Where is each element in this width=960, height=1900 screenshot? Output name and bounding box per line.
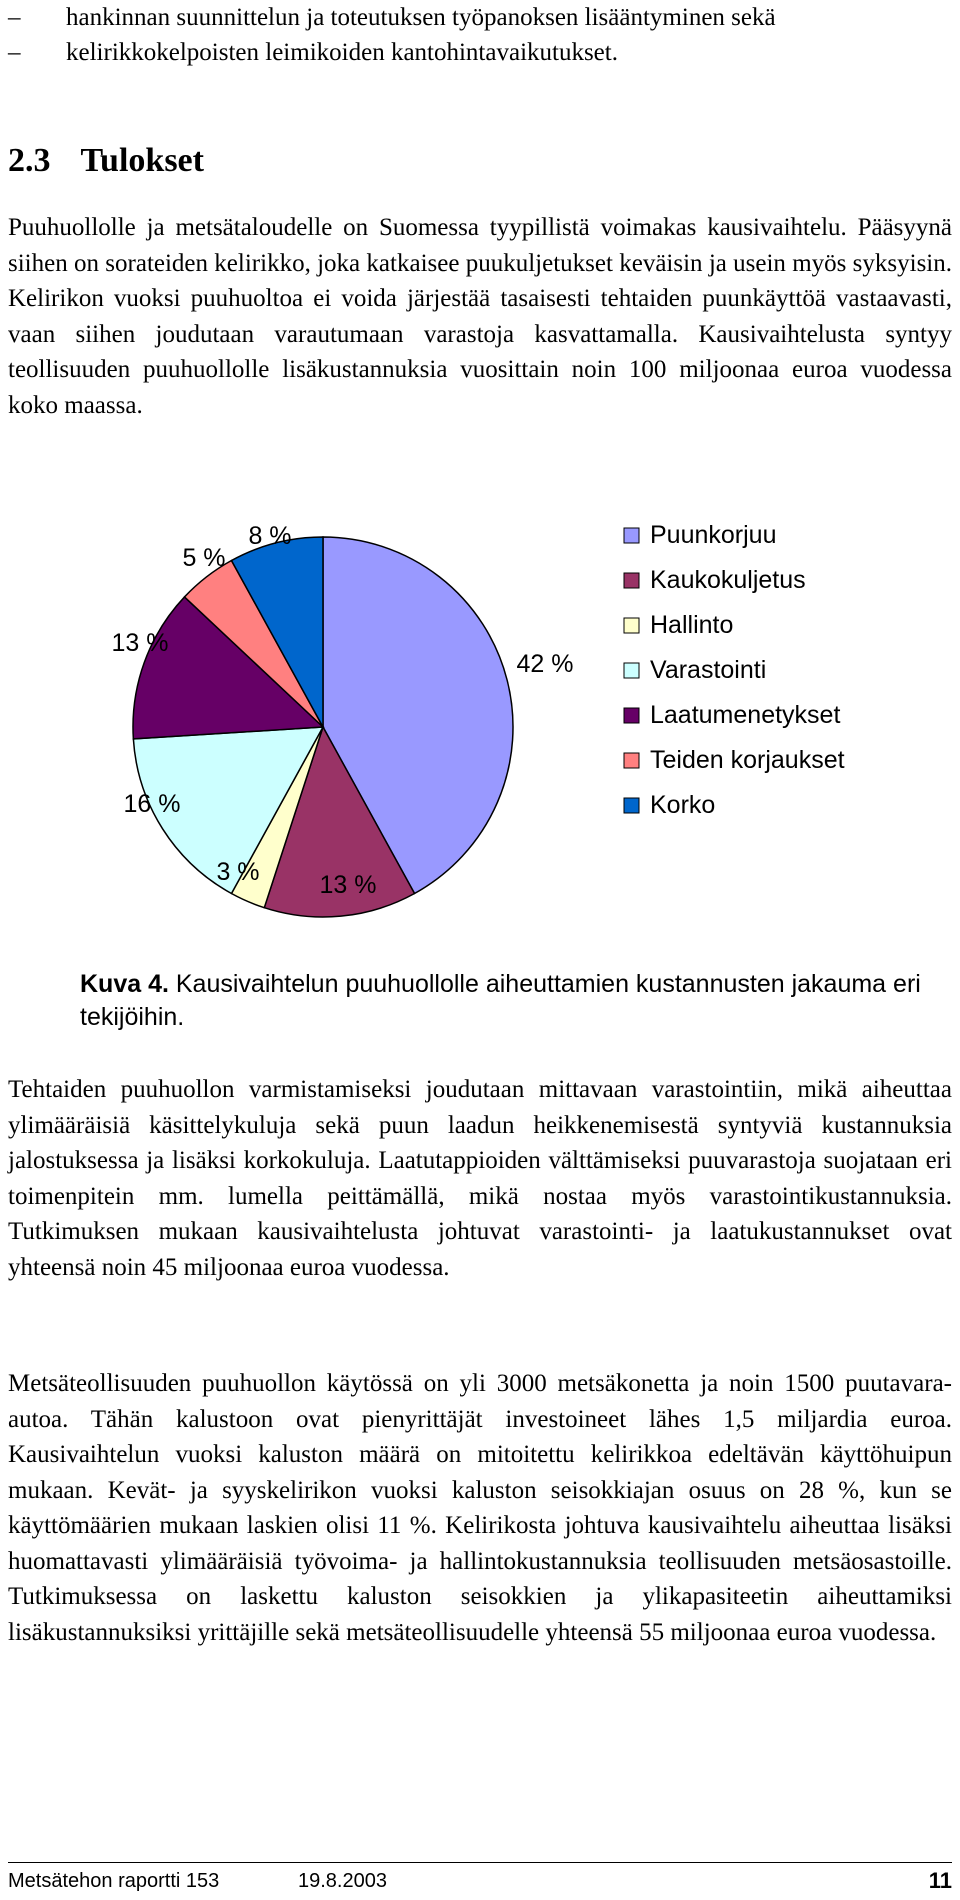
pie-data-label: 8 %	[248, 522, 292, 550]
bullet-dash: –	[8, 4, 21, 31]
bullet-item	[8, 35, 948, 70]
footer-date: 19.8.2003	[298, 1870, 387, 1892]
section-number: 2.3	[8, 142, 51, 179]
paragraph-equipment-costs: Metsäteollisuuden puuhuollon käytössä on yli 3000 metsäkonetta ja noin 1500 puutavara-autoa. Tähän kalustoon ovat pienyrittäjät investoineet lähes 1,5 miljardia euroa. Kausivaihtelun vuoksi kaluston määrä on mitoitettu kelirikkoa edeltävän käyttöhuipun mukaan. Kevät- ja syyskelirikon vuoksi kaluston seisokkiajan osuus on 28 %, kun se käyttömäärien mukaan laskien olisi 11 %. Kelirikosta johtuva kausivaihtelu aiheuttaa lisäksi huomattavasti ylimääräisiä työvoima- ja hallintokustannuksia teollisuuden metsäosastoille. Tutkimuksessa on laskettu kaluston seisokkien ja ylikapasiteetin aiheuttamiksi lisäkustannuksiksi yrittäjille sekä metsäteollisuudelle yhteensä 55 miljoonaa euroa vuodessa.	[8, 1370, 952, 1646]
legend-label: Kaukokuljetus	[650, 566, 806, 594]
caption-label: Kuva 4.	[80, 970, 169, 998]
pie-data-label: 3 %	[216, 858, 260, 886]
legend-label: Laatumenetykset	[650, 701, 841, 729]
pie-chart	[0, 500, 960, 950]
bullet-item	[8, 0, 948, 35]
pie-data-label: 5 %	[182, 544, 226, 572]
legend-swatch	[624, 663, 639, 678]
legend-swatch	[624, 573, 639, 588]
bullet-dash: –	[8, 39, 21, 66]
bullet-text: kelirikkokelpoisten leimikoiden kantohintavaikutukset.	[66, 39, 618, 66]
section-title: Tulokset	[80, 142, 204, 179]
bullet-text: hankinnan suunnittelun ja toteutuksen työpanoksen lisääntyminen sekä	[66, 4, 776, 31]
legend-label: Varastointi	[650, 656, 767, 684]
legend-label: Korko	[650, 791, 716, 819]
footer-divider	[8, 1862, 952, 1863]
pie-data-label: 16 %	[123, 790, 181, 818]
legend-label: Puunkorjuu	[650, 521, 777, 549]
figure-caption	[80, 968, 940, 1034]
caption-text: Kausivaihtelun puuhuollolle aiheuttamien kustannusten jakauma eri tekijöihin.	[80, 970, 921, 1031]
footer-page-number: 11	[928, 1868, 952, 1893]
pie-data-label: 13 %	[319, 871, 377, 899]
pie-data-label: 42 %	[516, 650, 574, 678]
legend-swatch	[624, 528, 639, 543]
page-footer	[8, 1868, 952, 1898]
legend-swatch	[624, 618, 639, 633]
legend-swatch	[624, 798, 639, 813]
legend-label: Hallinto	[650, 611, 734, 639]
paragraph-seasonal-variation: Puuhuollolle ja metsätaloudelle on Suomessa tyypillistä voimakas kausivaihtelu. Pääsyynä siihen on sorateiden kelirikko, joka katkaisee puukuljetukset keväisin ja usein myös syksyisin. Kelirikon vuoksi puuhuoltoa ei voida järjestää tasaisesti tehtaiden puunkäyttöä vastaavasti, vaan siihen joudutaan varautumaan varastoja kasvattamalla. Kausivaihtelusta syntyy teollisuuden puuhuollolle lisäkustannuksia vuosittain noin 100 miljoonaa euroa vuodessa koko maassa.	[8, 214, 952, 419]
section-heading	[8, 142, 204, 180]
pie-data-label: 13 %	[111, 629, 169, 657]
legend-label: Teiden korjaukset	[650, 746, 845, 774]
legend-swatch	[624, 753, 639, 768]
footer-report-name: Metsätehon raportti 153	[8, 1870, 220, 1892]
legend-swatch	[624, 708, 639, 723]
paragraph-storage-costs: Tehtaiden puuhuollon varmistamiseksi joudutaan mittavaan varastointiin, mikä aiheuttaa ylimääräisiä käsittelykuluja sekä puun laadun heikkenemisestä syntyviä kustannuksia jalostuksessa ja lisäksi korkokuluja. Laatutappioiden välttämiseksi puuvarastoja suojataan eri toimenpitein mm. lumella peittämällä, mikä nostaa myös varastointikustannuksia. Tutkimuksen mukaan kausivaihtelusta johtuvat varastointi- ja laatukustannukset ovat yhteensä noin 45 miljoonaa euroa vuodessa.	[8, 1076, 952, 1281]
bullet-list	[8, 0, 948, 70]
